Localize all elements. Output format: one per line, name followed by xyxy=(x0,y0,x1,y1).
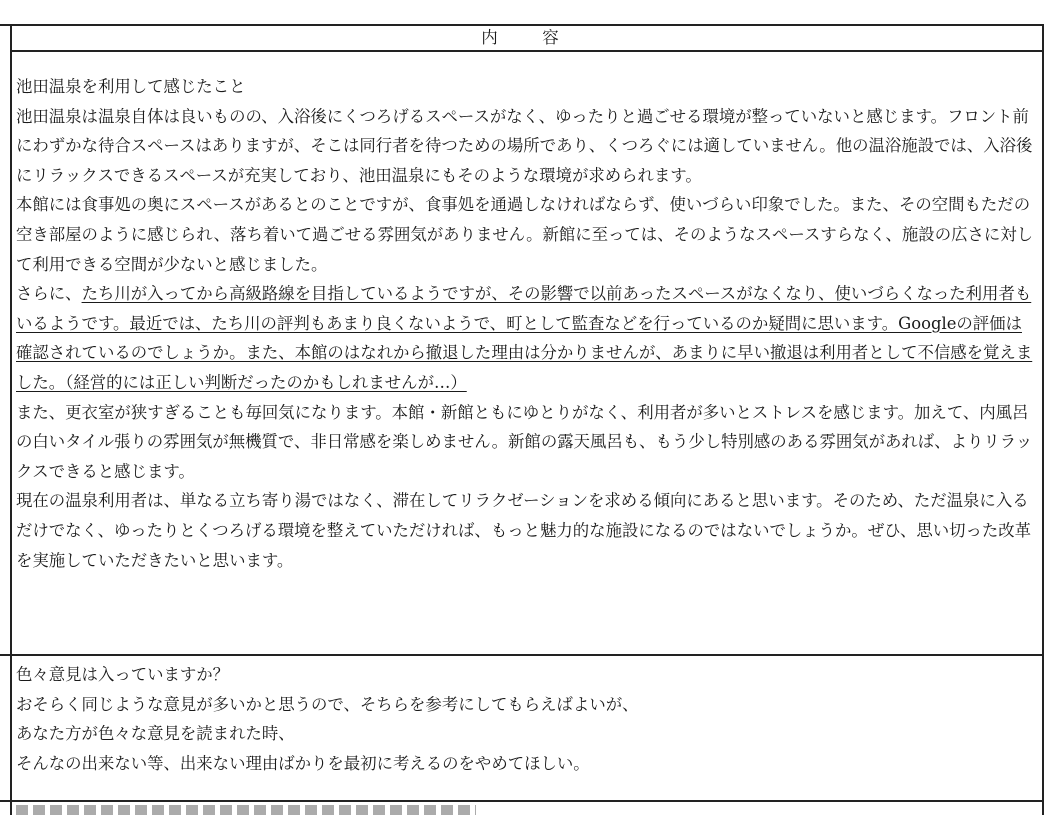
paragraph-4: また、更衣室が狭すぎることも毎回気になります。本館・新館ともにゆとりがなく、利用者が多いとストレスを感じます。加えて、内風呂の白いタイル張りの雰囲気が無機質で、非日常感を楽しめません。新館の露天風呂も、もう少し特別感のある雰囲気があれば、よりリラックスできると感じます。 xyxy=(16,402,1033,481)
cell2-line-2: おそらく同じような意見が多いかと思うので、そちらを参考にしてもらえばよいが、 xyxy=(16,694,639,714)
table-left-border xyxy=(10,24,12,815)
table-right-border xyxy=(1042,24,1044,815)
column-header: 内 容 xyxy=(481,28,573,47)
left-edge-tick xyxy=(0,24,10,26)
underlined-text: たち川が入ってから高級路線を目指しているようですが、その影響で以前あったスペースがなくなり、使いづらくなった利用者もいるようです。最近では、たち川の評判もあまり良くないようで、町として監査などを行っているのか疑問に思います。Googleの評価は確認されているのでしょうか。また、本館のはなれから撤退した理由は分かりませんが、あまりに早い撤退は利用者として不信感を覚えました。（経営的には正しい判断だったのかもしれませんが…） xyxy=(16,284,1033,392)
cut-off-next-row xyxy=(16,802,816,815)
paragraph-3-lead: さらに、 xyxy=(16,284,82,304)
cell2-line-4: そんなの出来ない等、出来ない理由ばかりを最初に考えるのをやめてほしい。 xyxy=(16,753,590,773)
cell2-line-3: あなた方が色々な意見を読まれた時、 xyxy=(16,724,295,744)
paragraph-3 xyxy=(16,279,1038,397)
cell2-line-1: 色々意見は入っていますか？ xyxy=(16,665,230,684)
section-heading: 池田温泉を利用して感じたこと xyxy=(16,77,246,96)
left-edge-tick xyxy=(0,800,10,802)
paragraph-5: 現在の温泉利用者は、単なる立ち寄り湯ではなく、滞在してリラクゼーションを求める傾向にあると思います。そのため、ただ温泉に入るだけでなく、ゆったりとくつろげる環境を整えていただければ、もっと魅力的な施設になるのではないでしょうか。ぜひ、思い切った改革を実施していただきたいと思います。 xyxy=(16,491,1032,570)
content-cell-1 xyxy=(16,72,1038,575)
paragraph-1: 池田温泉は温泉自体は良いものの、入浴後にくつろげるスペースがなく、ゆったりと過ごせる環境が整っていないと感じます。フロント前にわずかな待合スペースはありますが、そこは同行者を待つための場所であり、くつろぐには適していません。他の温浴施設では、入浴後にリラックスできるスペースが充実しており、池田温泉にもそのような環境が求められます。 xyxy=(16,106,1033,185)
content-cell-2 xyxy=(16,660,1038,778)
cut-off-text-fragment xyxy=(16,805,476,815)
paragraph-2: 本館には食事処の奥にスペースがあるとのことですが、食事処を通過しなければならず、使いづらい印象でした。また、その空間もただの空き部屋のように感じられ、落ち着いて過ごせる雰囲気がありません。新館に至っては、そのようなスペースすらなく、施設の広さに対して利用できる空間が少ないと感じました。 xyxy=(16,195,1034,274)
header-bottom-border xyxy=(10,50,1044,52)
left-edge-tick xyxy=(0,654,10,656)
row-divider-1 xyxy=(10,654,1044,656)
